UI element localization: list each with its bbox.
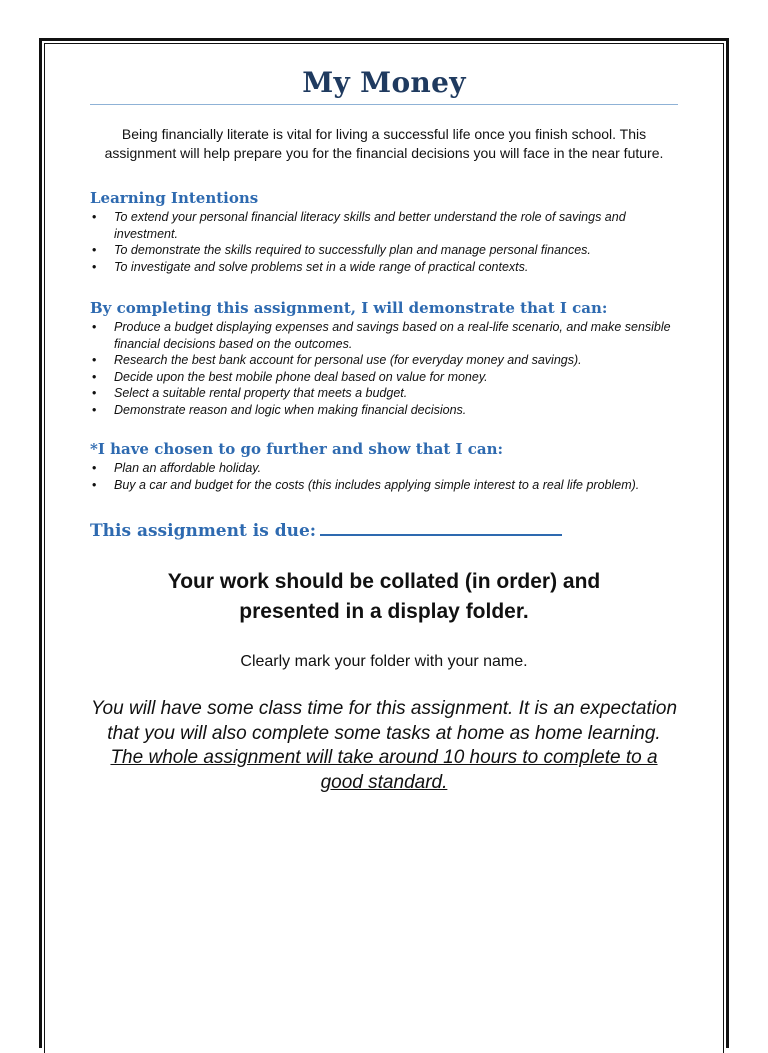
- collate-instruction: Your work should be collated (in order) and presented in a display folder.: [167, 570, 601, 623]
- list-item: • Decide upon the best mobile phone deal based on value for money.: [92, 369, 488, 384]
- learning-intentions-list: [90, 209, 678, 275]
- further-list: [90, 460, 678, 493]
- mark-folder-instruction: Clearly mark your folder with your name.: [240, 653, 528, 670]
- list-item: • Buy a car and budget for the costs (this includes applying simple interest to a real life problem).: [92, 477, 640, 492]
- list-item: • To investigate and solve problems set in a wide range of practical contexts.: [92, 259, 529, 274]
- bullet-icon: •: [92, 477, 97, 492]
- bullet-icon: •: [92, 243, 97, 257]
- bullet-icon: •: [92, 402, 97, 417]
- bullet-icon: •: [92, 369, 97, 384]
- list-item: • Plan an affordable holiday.: [92, 461, 262, 475]
- bullet-icon: •: [92, 210, 97, 224]
- bullet-icon: •: [92, 353, 97, 367]
- list-item: • To extend your personal financial literacy skills and better understand the role of savings and investment.: [92, 210, 626, 241]
- further-heading: *I have chosen to go further and show that I can:: [90, 440, 504, 458]
- bullet-icon: •: [92, 386, 97, 400]
- list-item: • Research the best bank account for personal use (for everyday money and savings).: [92, 353, 582, 367]
- class-time-paragraph: You will have some class time for this assignment. It is an expectation that you will also complete some tasks at home as home learning. The whole assignment will take around 10 hours to complete to a good standard.: [90, 698, 678, 793]
- demonstrate-list: [90, 319, 678, 418]
- due-label: This assignment is due:: [90, 521, 317, 541]
- due-date-line: [90, 521, 678, 541]
- list-item: • Select a suitable rental property that meets a budget.: [92, 386, 408, 400]
- bullet-icon: •: [92, 259, 97, 274]
- document-page: [90, 66, 678, 795]
- page-title: My Money: [90, 66, 678, 105]
- list-item: • Produce a budget displaying expenses and savings based on a real-life scenario, and make sensible financial decisions based on the outcomes.: [92, 320, 671, 351]
- list-item: • Demonstrate reason and logic when making financial decisions.: [92, 402, 467, 417]
- demonstrate-heading: By completing this assignment, I will demonstrate that I can:: [90, 299, 608, 317]
- due-date-blank: [320, 533, 562, 536]
- learning-intentions-heading: Learning Intentions: [90, 189, 259, 207]
- bullet-icon: •: [92, 320, 97, 334]
- intro-paragraph: Being financially literate is vital for living a successful life once you finish school. This assignment will help prepare you for the financial decisions you will face in the near future.: [104, 126, 664, 161]
- bullet-icon: •: [92, 461, 97, 475]
- time-estimate-underlined: The whole assignment will take around 10 hours to complete to a good standard.: [110, 747, 658, 793]
- list-item: • To demonstrate the skills required to successfully plan and manage personal finances.: [92, 243, 591, 257]
